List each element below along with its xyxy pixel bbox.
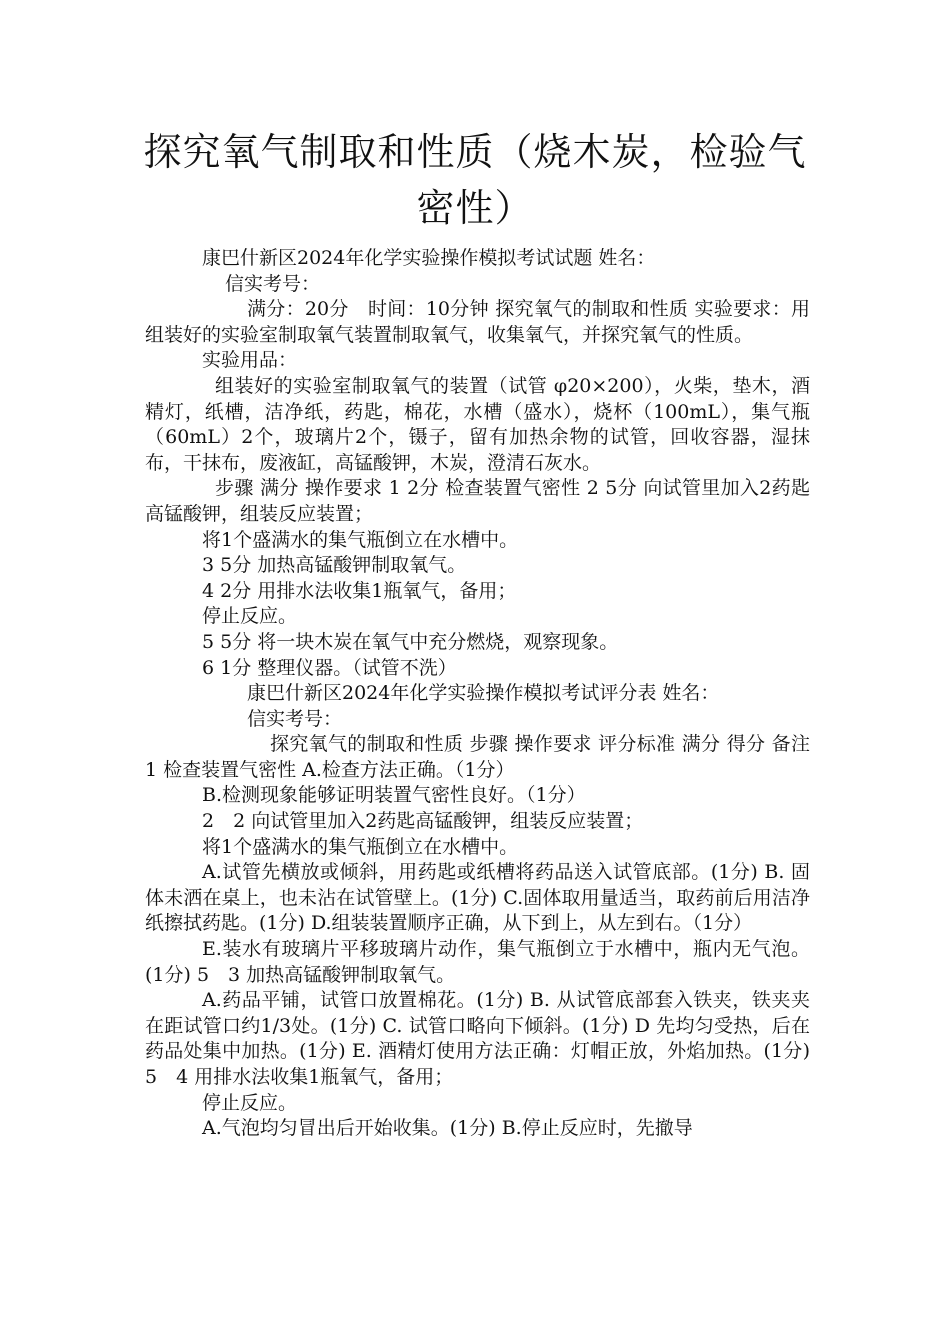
document-paragraph: 4 2分 用排水法收集1瓶氧气，备用； xyxy=(202,579,517,602)
document-paragraph: E.装水有玻璃片平移玻璃片动作，集气瓶倒立于水槽中，瓶内无气泡。(1分) 5 3 加热高锰酸钾制取氧气。 xyxy=(145,938,810,986)
document-paragraph: 将1个盛满水的集气瓶倒立在水槽中。 xyxy=(202,835,519,858)
document-paragraph: 康巴什新区2024年化学实验操作模拟考试评分表 姓名： xyxy=(247,682,720,705)
document-paragraph: 步骤 满分 操作要求 1 2分 检查装置气密性 2 5分 向试管里加入2药匙高锰酸钾，组装反应装置； xyxy=(145,477,810,525)
document-body xyxy=(145,246,810,1142)
document-paragraph: 信实考号： xyxy=(225,272,321,295)
document-paragraph: 停止反应。 xyxy=(202,1091,298,1114)
document-paragraph: A.试管先横放或倾斜，用药匙或纸槽将药品送入试管底部。(1分) B. 固体未洒在桌上，也未沾在试管壁上。(1分) C.固体取用量适当，取药前后用洁净纸擦拭药匙。(1分) D.组装装置顺序正确，从下到上，从左到右。（1分） xyxy=(145,861,810,935)
document-paragraph: 3 5分 加热高锰酸钾制取氧气。 xyxy=(202,554,467,577)
document-paragraph: 信实考号： xyxy=(247,707,343,730)
document-paragraph: B.检测现象能够证明装置气密性良好。（1分） xyxy=(202,784,586,807)
document-paragraph: 2 2 向试管里加入2药匙高锰酸钾，组装反应装置； xyxy=(202,810,644,833)
document-paragraph: 5 5分 将一块木炭在氧气中充分燃烧，观察现象。 xyxy=(202,630,619,653)
document-paragraph: 6 1分 整理仪器。（试管不洗） xyxy=(202,656,457,679)
document-title: 探究氧气制取和性质（烧木炭，检验气密性） xyxy=(143,130,807,230)
document-paragraph: 组装好的实验室制取氧气的装置（试管 φ20×200），火柴，垫木，酒精灯，纸槽，洁净纸，药匙，棉花，水槽（盛水），烧杯（100mL），集气瓶（60mL）2个，玻璃片2个，镊子，留有加热余物的试管，回收容器，湿抹布，干抹布，废液缸，高锰酸钾，木炭，澄清石灰水。 xyxy=(145,374,810,474)
document-paragraph: 停止反应。 xyxy=(202,605,298,628)
document-paragraph: A.气泡均匀冒出后开始收集。(1分) B.停止反应时，先撤导 xyxy=(202,1117,693,1140)
document-paragraph: 满分：20分 时间：10分钟 探究氧气的制取和性质 实验要求：用组装好的实验室制取氧气装置制取氧气，收集氧气，并探究氧气的性质。 xyxy=(145,298,810,346)
document-paragraph: 探究氧气的制取和性质 步骤 操作要求 评分标准 满分 得分 备注 1 检查装置气密性 A.检查方法正确。（1分） xyxy=(145,733,810,781)
document-paragraph: 实验用品： xyxy=(202,349,298,372)
document-paragraph: A.药品平铺，试管口放置棉花。(1分) B. 从试管底部套入铁夹，铁夹夹在距试管口约1/3处。(1分) C. 试管口略向下倾斜。(1分) D 先均匀受热，后在药品处集中加热。(1分) E. 酒精灯使用方法正确：灯帽正放，外焰加热。(1分) 5 4 用排水法收集1瓶氧气，备用； xyxy=(145,989,810,1088)
document-paragraph: 将1个盛满水的集气瓶倒立在水槽中。 xyxy=(202,528,519,551)
document-paragraph: 康巴什新区2024年化学实验操作模拟考试试题 姓名： xyxy=(202,247,656,269)
